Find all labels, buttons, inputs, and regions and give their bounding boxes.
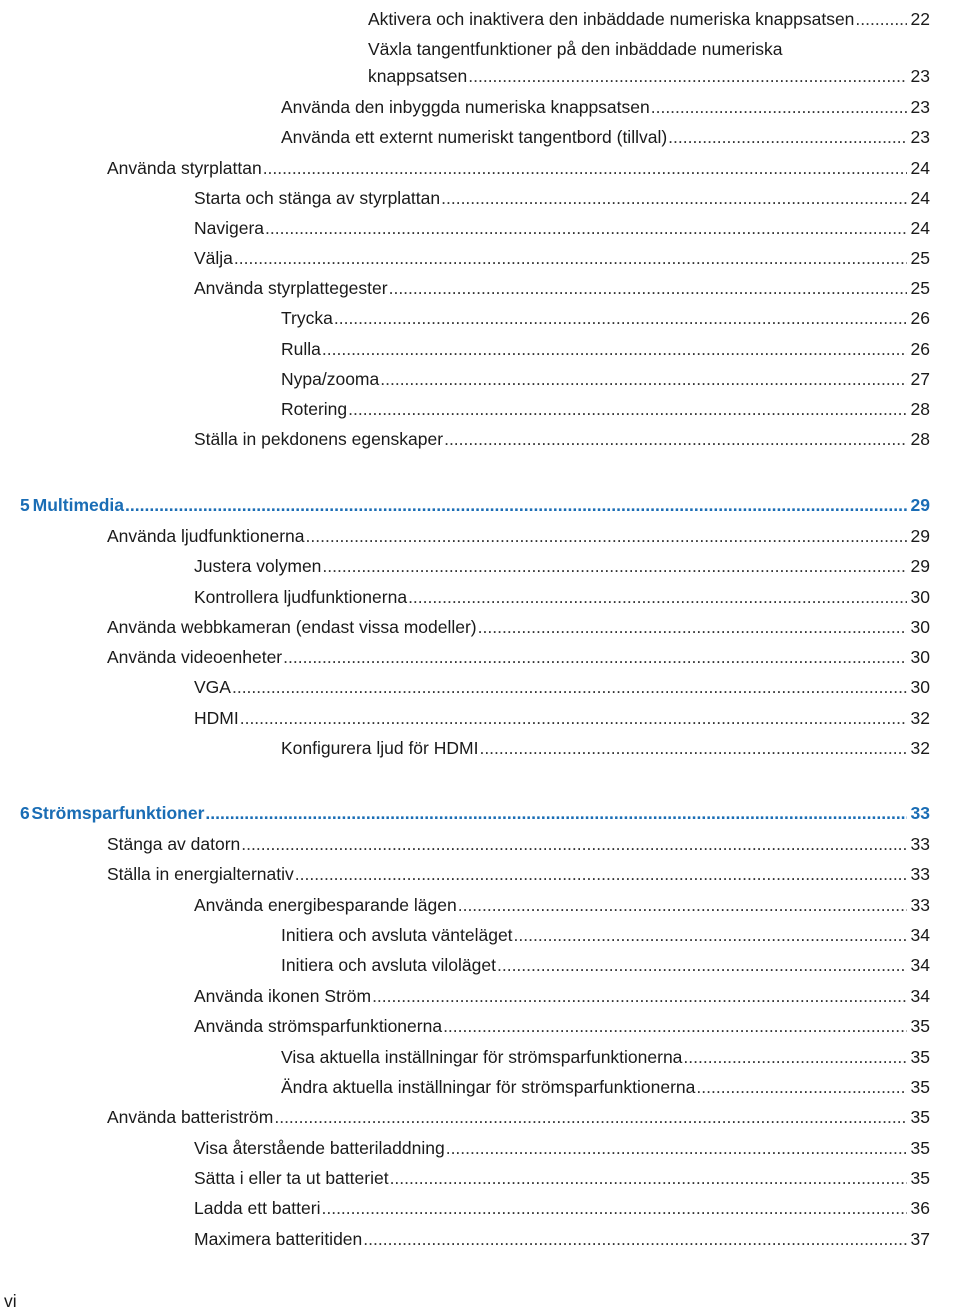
dot-leader — [458, 894, 907, 916]
toc-page-number: 32 — [910, 708, 930, 728]
dot-leader — [683, 1046, 906, 1068]
toc-entry-title: Växla tangentfunktioner på den inbäddade numeriska — [368, 39, 783, 59]
toc-entry-title: Sätta i eller ta ut batteriet — [194, 1168, 389, 1188]
toc-page-number: 30 — [910, 617, 930, 637]
toc-page-number: 24 — [910, 188, 930, 208]
toc-entry-link[interactable] — [107, 149, 930, 179]
toc-entry-link[interactable] — [281, 88, 930, 118]
toc-page-number: 35 — [910, 1077, 930, 1097]
toc-entry-title: Nypa/zooma — [281, 369, 380, 389]
toc-page-number: 36 — [910, 1198, 930, 1218]
toc-entry-title: Kontrollera ljudfunktionerna — [194, 587, 408, 607]
toc-entry-title: Stänga av datorn — [107, 834, 241, 854]
toc-page-number: 25 — [910, 248, 930, 268]
toc-entry-link[interactable] — [194, 1220, 930, 1250]
toc-entry-link[interactable] — [194, 269, 930, 299]
toc-entry-title: Ändra aktuella inställningar för strömsparfunktionerna — [281, 1077, 696, 1097]
toc-entry-link[interactable] — [194, 209, 930, 239]
chapter-number: 6 — [20, 803, 30, 823]
dot-leader — [274, 1106, 906, 1128]
toc-entry-title: knappsatsen — [368, 66, 468, 86]
toc-page-number: 35 — [910, 1107, 930, 1127]
toc-page-number: 23 — [910, 66, 930, 86]
toc-entry-link[interactable] — [194, 699, 930, 729]
toc-entry-link[interactable] — [107, 825, 930, 855]
toc-entry-link[interactable] — [107, 855, 930, 885]
toc-page-number: 28 — [910, 429, 930, 449]
toc-entry-link[interactable] — [281, 1038, 930, 1068]
toc-page-number: 29 — [910, 526, 930, 546]
toc-entry-title: Rotering — [281, 399, 348, 419]
dot-leader — [205, 802, 906, 824]
toc-entry-title: Visa aktuella inställningar för strömsparfunktionerna — [281, 1047, 683, 1067]
toc-entry-link[interactable] — [194, 547, 930, 577]
toc-entry-title: Ladda ett batteri — [194, 1198, 321, 1218]
toc-entry-title: Navigera — [194, 218, 265, 238]
dot-leader — [468, 65, 906, 87]
toc-entry-title: Rulla — [281, 339, 321, 359]
toc-chapter-link[interactable] — [20, 794, 930, 824]
toc-page-number: 34 — [910, 925, 930, 945]
toc-entry-link[interactable] — [194, 886, 930, 916]
dot-leader — [322, 555, 906, 577]
toc-entry-title: Använda videoenheter — [107, 647, 283, 667]
toc-entry-title: Aktivera och inaktivera den inbäddade numeriska knappsatsen — [368, 9, 855, 29]
toc-entry-title: Ställa in energialternativ — [107, 864, 294, 884]
toc-entry-link[interactable] — [194, 1189, 930, 1219]
toc-page-number: 26 — [910, 308, 930, 328]
dot-leader — [444, 428, 906, 450]
toc-entry-title: VGA — [194, 677, 231, 697]
toc-page-number: 24 — [910, 218, 930, 238]
toc-page-number: 23 — [910, 127, 930, 147]
toc-page-number: 33 — [910, 803, 930, 823]
toc-entry-link[interactable] — [194, 179, 930, 209]
toc-entry-link[interactable] — [107, 517, 930, 547]
toc-page-number: 35 — [910, 1138, 930, 1158]
toc-entry-link[interactable] — [194, 668, 930, 698]
toc-entry-link[interactable] — [194, 977, 930, 1007]
toc-page-number: 35 — [910, 1168, 930, 1188]
toc-page-number: 35 — [910, 1016, 930, 1036]
toc-entry-title: Använda ett externt numeriskt tangentbord (tillval) — [281, 127, 668, 147]
toc-page-number: 33 — [910, 895, 930, 915]
dot-leader — [372, 985, 906, 1007]
toc-entry-link[interactable] — [107, 608, 930, 638]
toc-entry-title: Använda den inbyggda numeriska knappsatsen — [281, 97, 650, 117]
dot-leader — [514, 924, 907, 946]
toc-entry-title: Initiera och avsluta vänteläget — [281, 925, 513, 945]
toc-page-number: 27 — [910, 369, 930, 389]
toc-page-number: 33 — [910, 834, 930, 854]
toc-entry-title: Multimedia — [32, 495, 125, 515]
toc-entry-link[interactable] — [281, 299, 930, 329]
toc-entry-link[interactable] — [194, 420, 930, 450]
toc-entry-link[interactable] — [368, 57, 930, 87]
dot-leader — [696, 1076, 906, 1098]
toc-entry-title: Trycka — [281, 308, 333, 328]
dot-leader — [441, 187, 906, 209]
dot-leader — [390, 1167, 907, 1189]
dot-leader — [497, 954, 907, 976]
toc-page-number: 29 — [910, 556, 930, 576]
toc-page-number: 25 — [910, 278, 930, 298]
dot-leader — [478, 616, 907, 638]
dot-leader — [348, 398, 906, 420]
dot-leader — [668, 126, 906, 148]
toc-entry-title: Använda styrplattegester — [194, 278, 388, 298]
dot-leader — [389, 277, 907, 299]
dot-leader — [363, 1228, 906, 1250]
toc-entry-title: Använda ljudfunktionerna — [107, 526, 305, 546]
toc-page-number: 28 — [910, 399, 930, 419]
dot-leader — [322, 338, 907, 360]
dot-leader — [855, 8, 906, 30]
toc-entry-link[interactable] — [281, 916, 930, 946]
toc-entry-link[interactable] — [194, 1129, 930, 1159]
toc-page-number: 34 — [910, 955, 930, 975]
toc-entry-link[interactable] — [281, 946, 930, 976]
toc-page-number: 26 — [910, 339, 930, 359]
dot-leader — [232, 676, 907, 698]
dot-leader — [263, 157, 907, 179]
toc-entry-link[interactable] — [194, 1159, 930, 1189]
toc-entry-link[interactable] — [281, 729, 930, 759]
toc-page-number: 29 — [910, 495, 930, 515]
toc-page-number: 33 — [910, 864, 930, 884]
toc-entry-link[interactable] — [368, 0, 930, 30]
toc-page-number: 23 — [910, 97, 930, 117]
dot-leader — [443, 1015, 906, 1037]
toc-entry-title: Justera volymen — [194, 556, 322, 576]
toc-entry-title: Använda batteriström — [107, 1107, 274, 1127]
toc-entry-title: Visa återstående batteriladdning — [194, 1138, 445, 1158]
dot-leader — [380, 368, 906, 390]
toc-entry-title: Initiera och avsluta viloläget — [281, 955, 496, 975]
toc-entry-title: Använda styrplattan — [107, 158, 262, 178]
toc-page-number: 22 — [910, 9, 930, 29]
toc-entry-link[interactable] — [281, 360, 930, 390]
toc-entry-link[interactable] — [281, 118, 930, 148]
toc-entry-title: HDMI — [194, 708, 239, 728]
dot-leader — [265, 217, 906, 239]
toc-entry-link[interactable] — [281, 1068, 930, 1098]
toc-page-number: 35 — [910, 1047, 930, 1067]
toc-entry-title: Konfigurera ljud för HDMI — [281, 738, 479, 758]
toc-entry-title: Använda energibesparande lägen — [194, 895, 457, 915]
toc-entry-title: Strömsparfunktioner — [31, 803, 205, 823]
toc-chapter-link[interactable] — [20, 486, 930, 516]
page-number-footer: vi — [4, 1291, 17, 1311]
dot-leader — [241, 833, 906, 855]
toc-entry-title: Använda strömsparfunktionerna — [194, 1016, 443, 1036]
toc-entry-link[interactable] — [281, 330, 930, 360]
toc-page-number: 30 — [910, 647, 930, 667]
dot-leader — [295, 863, 907, 885]
toc-entry-link[interactable] — [281, 390, 930, 420]
toc-page-number: 34 — [910, 986, 930, 1006]
toc-entry-link[interactable] — [194, 1007, 930, 1037]
dot-leader — [651, 96, 907, 118]
toc-page-number: 32 — [910, 738, 930, 758]
toc-entry-title: Ställa in pekdonens egenskaper — [194, 429, 444, 449]
dot-leader — [446, 1137, 907, 1159]
toc-page-number: 30 — [910, 587, 930, 607]
toc-page-number: 37 — [910, 1229, 930, 1249]
dot-leader — [306, 525, 907, 547]
toc-entry-title: Använda webbkameran (endast vissa modeller) — [107, 617, 477, 637]
toc-page-number: 30 — [910, 677, 930, 697]
dot-leader — [479, 737, 906, 759]
toc-entry-title: Välja — [194, 248, 233, 268]
dot-leader — [283, 646, 906, 668]
dot-leader — [321, 1197, 906, 1219]
dot-leader — [334, 307, 907, 329]
toc-entry-link[interactable] — [194, 578, 930, 608]
dot-leader — [408, 586, 906, 608]
toc-entry-title: Starta och stänga av styrplattan — [194, 188, 441, 208]
toc-entry-link[interactable] — [107, 638, 930, 668]
dot-leader — [240, 707, 907, 729]
toc-entry-title: Använda ikonen Ström — [194, 986, 372, 1006]
toc-page-number: 24 — [910, 158, 930, 178]
toc-entry-link[interactable] — [194, 239, 930, 269]
toc-entry-title: Maximera batteritiden — [194, 1229, 363, 1249]
chapter-number: 5 — [20, 495, 30, 515]
toc-entry-link[interactable] — [107, 1098, 930, 1128]
dot-leader — [234, 247, 907, 269]
dot-leader — [125, 494, 907, 516]
